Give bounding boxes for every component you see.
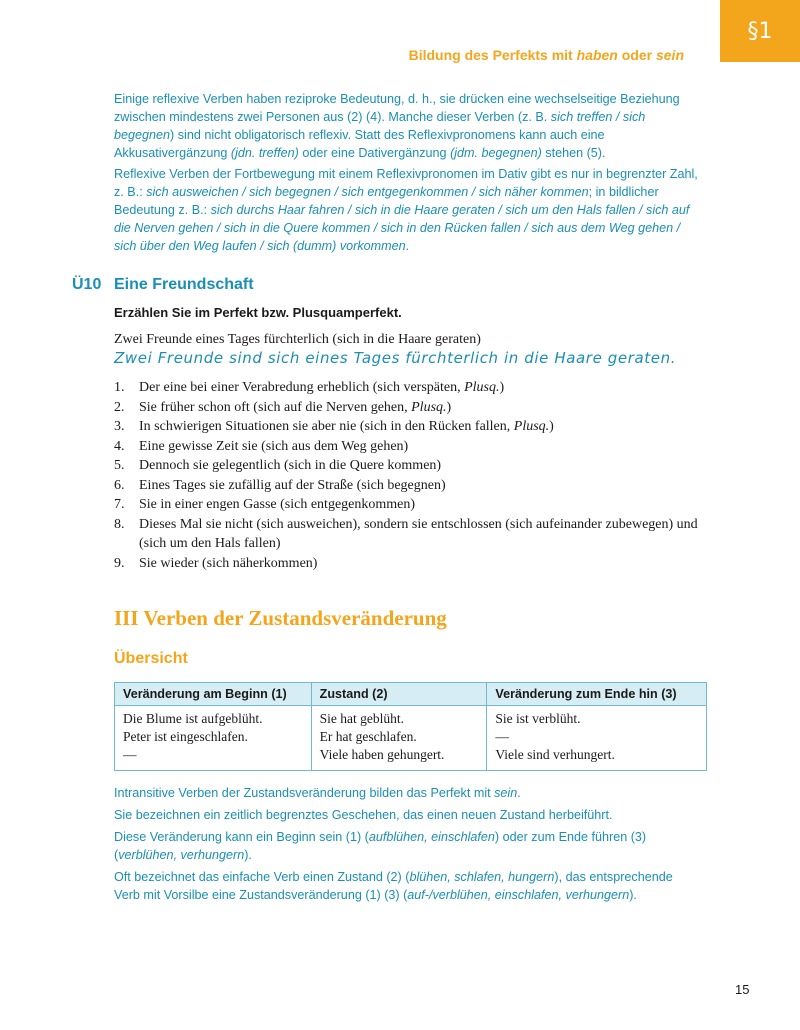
text-span: Dennoch sie gelegentlich (sich in die Quere kommen) bbox=[139, 458, 442, 473]
text-span: Sie früher schon oft (sich auf die Nerven gehen, bbox=[139, 399, 412, 415]
note-veraenderung bbox=[114, 828, 700, 864]
table-cell bbox=[311, 706, 487, 771]
table-cell bbox=[115, 706, 312, 771]
list-item bbox=[114, 515, 700, 554]
italic-span: verblühen, verhungern bbox=[118, 848, 245, 862]
text-span: Sie bezeichnen ein zeitlich begrenztes Geschehen, das einen neuen Zustand herbeiführt. bbox=[114, 808, 613, 822]
cell-line: — bbox=[495, 729, 509, 744]
cell-line: Sie hat geblüht. bbox=[319, 711, 405, 726]
section-tab: §1 bbox=[720, 0, 800, 62]
overview-table bbox=[114, 682, 707, 771]
list-item bbox=[114, 417, 700, 437]
page-number: 15 bbox=[735, 982, 750, 997]
list-item bbox=[114, 456, 700, 476]
italic-span: sich durchs Haar fahren / sich in die Haare geraten / sich um den Hals fallen / sich auf die Nerven gehen / sich in die Quere kommen / sich in den Rücken fallen / sich aus dem Weg gehen / sich über den Weg laufen / sich (dumm) vorkommen bbox=[114, 203, 690, 253]
italic-span: aufblühen, einschlafen bbox=[368, 830, 495, 844]
italic-span: (jdn. treffen) bbox=[230, 146, 299, 160]
item-number: 7. bbox=[114, 497, 125, 512]
running-head-part: Bildung des Perfekts mit bbox=[408, 47, 577, 63]
list-item bbox=[114, 554, 700, 574]
table-row bbox=[115, 706, 707, 771]
text-span: ) bbox=[499, 380, 505, 395]
cell-line: Peter ist eingeschlafen. bbox=[123, 729, 248, 744]
text-span: ), das entsprechende Verb mit Vorsilbe eine Zustandsveränderung (1) (3) ( bbox=[114, 870, 673, 902]
intro-paragraph-2 bbox=[114, 165, 700, 255]
running-head-part: oder bbox=[617, 47, 656, 63]
list-item bbox=[114, 476, 700, 496]
text-span: Reflexive Verben der Fortbewegung mit einem Reflexivpronomen im Dativ gibt es nur in begrenzter Zahl, z. B.: bbox=[114, 167, 698, 199]
text-span: Einige reflexive Verben haben reziproke Bedeutung, d. h., sie drücken eine wechselseitige Beziehung zwischen mindestens zwei Personen aus (2) (4). Manche dieser Verben (z. B. bbox=[114, 92, 680, 124]
italic-span: (jdm. begegnen) bbox=[450, 146, 542, 160]
list-item bbox=[114, 437, 700, 457]
exercise-solution: Zwei Freunde sind sich eines Tages fürchterlich in die Haare geraten. bbox=[114, 349, 677, 367]
italic-span: sich ausweichen / sich begegnen / sich entgegenkommen / sich näher kommen bbox=[146, 185, 589, 199]
item-number: 4. bbox=[114, 438, 125, 454]
exercise-title: Eine Freundschaft bbox=[114, 276, 254, 293]
text-span: Eines Tages sie zufällig auf der Straße (sich begegnen) bbox=[139, 477, 446, 493]
exercise-instruction: Erzählen Sie im Perfekt bzw. Plusquamperfekt. bbox=[114, 305, 402, 320]
text-span: Sie wieder (sich näherkommen) bbox=[139, 555, 318, 571]
text-span: ) bbox=[446, 399, 452, 415]
text-span: ; in bildlicher Bedeutung z. B.: bbox=[114, 185, 659, 217]
cell-line: — bbox=[123, 747, 137, 762]
text-span: In schwierigen Situationen sie aber nie (sich in den Rücken fallen, bbox=[139, 419, 514, 434]
text-span: oder eine Dativergänzung bbox=[298, 146, 451, 160]
italic-span: sich treffen / sich begegnen bbox=[114, 110, 646, 142]
running-head-part: haben bbox=[576, 47, 618, 63]
text-span: Oft bezeichnet das einfache Verb einen Zustand (2) ( bbox=[114, 870, 410, 884]
text-span: Sie in einer engen Gasse (sich entgegenkommen) bbox=[139, 497, 416, 512]
exercise-example: Zwei Freunde eines Tages fürchterlich (sich in die Haare geraten) bbox=[114, 332, 481, 347]
table-header: Veränderung zum Ende hin (3) bbox=[487, 683, 707, 706]
item-number: 3. bbox=[114, 419, 125, 434]
text-span: Eine gewisse Zeit sie (sich aus dem Weg gehen) bbox=[139, 438, 409, 454]
note-geschehen bbox=[114, 806, 700, 824]
item-number: 1. bbox=[114, 380, 125, 395]
table-header: Zustand (2) bbox=[311, 683, 487, 706]
running-head bbox=[409, 47, 684, 63]
note-perfekt-sein bbox=[114, 784, 700, 802]
italic-span: Plusq. bbox=[513, 419, 550, 434]
cell-line: Viele sind verhungert. bbox=[495, 747, 615, 762]
italic-span: Plusq. bbox=[411, 399, 447, 415]
text-span: Dieses Mal sie nicht (sich ausweichen), sondern sie entschlossen (sich aufeinander zubewegen) und (sich um den Hals fallen) bbox=[139, 516, 698, 551]
table-header-row bbox=[115, 683, 707, 706]
italic-span: Plusq. bbox=[464, 380, 500, 395]
text-span: ). bbox=[244, 848, 252, 862]
italic-span: blühen, schlafen, hungern bbox=[409, 870, 555, 884]
item-number: 5. bbox=[114, 458, 125, 473]
italic-span: sein bbox=[494, 786, 518, 800]
text-span: ) sind nicht obligatorisch reflexiv. Statt des Reflexivpronomens kann auch eine Akkusativergänzung bbox=[114, 128, 605, 160]
section-subtitle: Übersicht bbox=[114, 650, 188, 667]
exercise-item-list bbox=[114, 378, 700, 573]
text-span: . bbox=[517, 786, 521, 800]
note-einfaches-verb bbox=[114, 868, 700, 904]
table-header: Veränderung am Beginn (1) bbox=[115, 683, 312, 706]
table-cell bbox=[487, 706, 707, 771]
intro-paragraph-1 bbox=[114, 90, 700, 162]
item-number: 9. bbox=[114, 555, 125, 571]
exercise-number: Ü10 bbox=[72, 276, 102, 293]
cell-line: Viele haben gehungert. bbox=[319, 747, 445, 762]
item-number: 2. bbox=[114, 399, 125, 415]
cell-line: Sie ist verblüht. bbox=[495, 711, 581, 726]
text-span: Intransitive Verben der Zustandsveränderung bilden das Perfekt mit bbox=[114, 786, 495, 800]
cell-line: Die Blume ist aufgeblüht. bbox=[123, 711, 263, 726]
text-span: ) bbox=[549, 419, 554, 434]
cell-line: Er hat geschlafen. bbox=[319, 729, 417, 744]
text-span: ) oder zum Ende führen (3) ( bbox=[114, 830, 647, 862]
item-number: 8. bbox=[114, 516, 125, 532]
list-item bbox=[114, 495, 700, 515]
item-number: 6. bbox=[114, 477, 125, 493]
section-title: III Verben der Zustandsveränderung bbox=[114, 606, 447, 630]
text-span: . bbox=[405, 239, 410, 253]
running-head-part: sein bbox=[655, 47, 684, 63]
italic-span: auf-/verblühen, einschlafen, verhungern bbox=[407, 888, 630, 902]
text-span: Diese Veränderung kann ein Beginn sein (1) ( bbox=[114, 830, 369, 844]
text-span: stehen (5). bbox=[541, 146, 606, 160]
text-span: ). bbox=[629, 888, 637, 902]
list-item bbox=[114, 378, 700, 398]
text-span: Der eine bei einer Verabredung erheblich (sich verspäten, bbox=[139, 380, 465, 395]
list-item bbox=[114, 398, 700, 418]
